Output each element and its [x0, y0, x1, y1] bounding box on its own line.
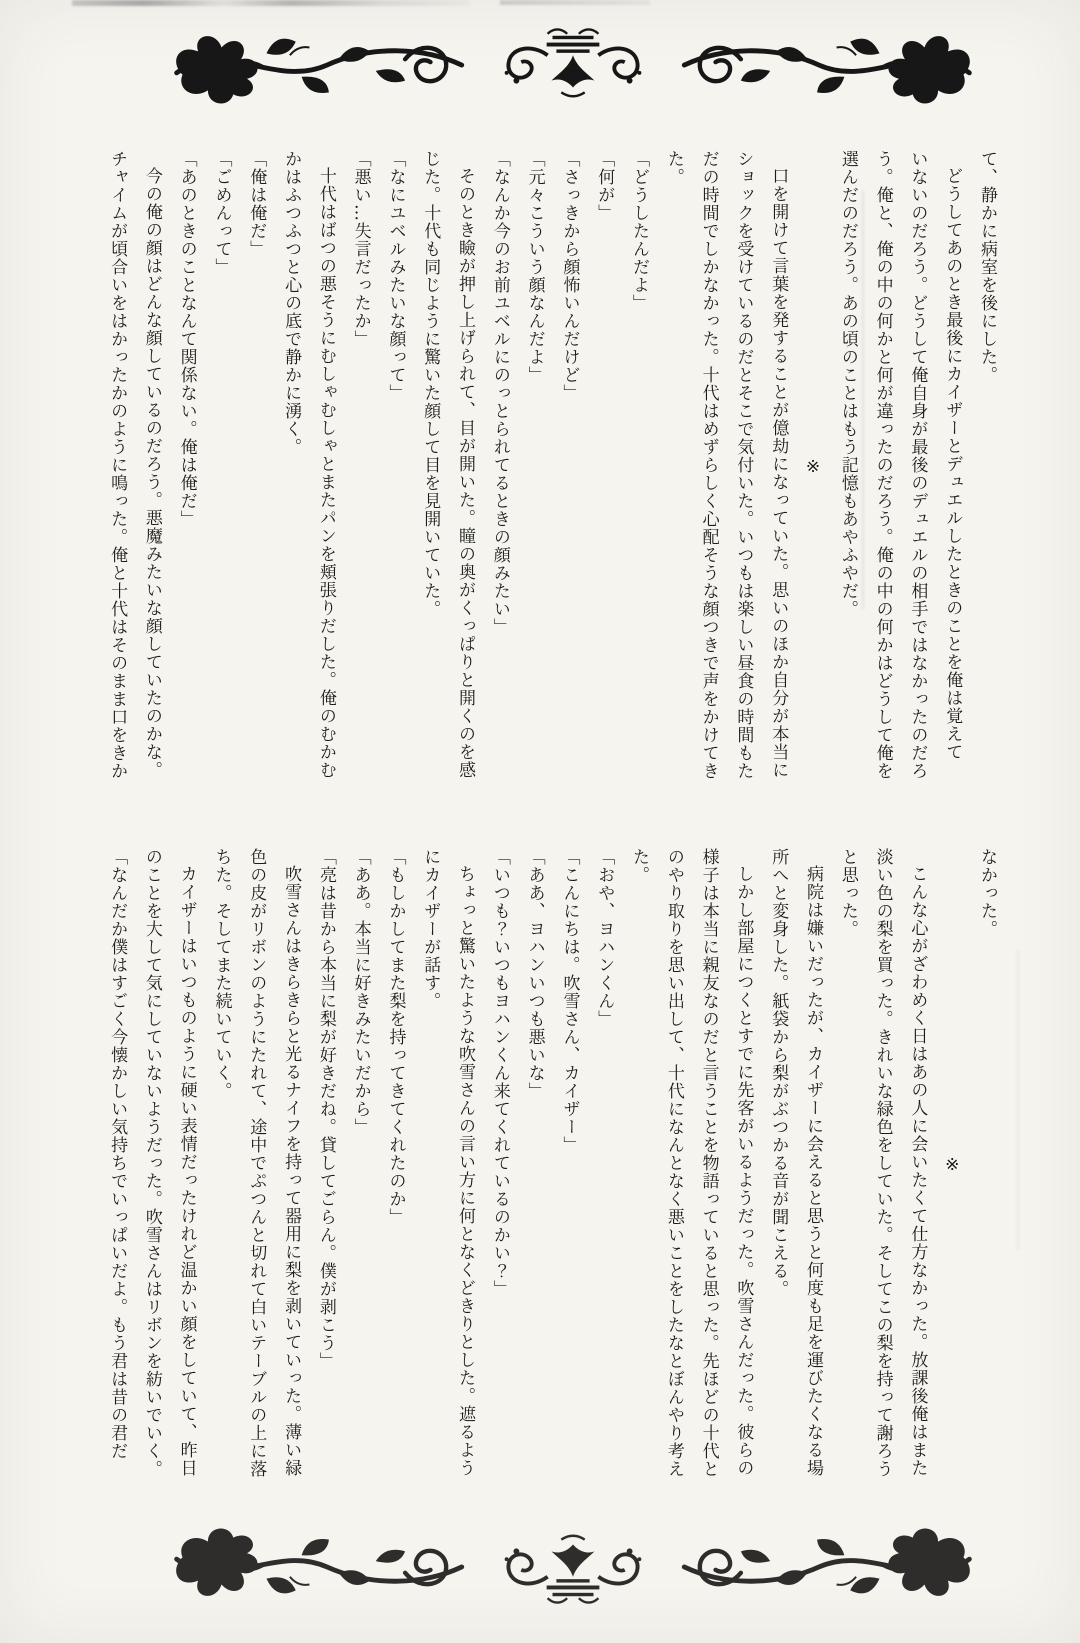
scroll-flourish-left — [176, 36, 462, 103]
text-column: そのとき瞼が押し上げられて、目が開いた。瞳の奥がくっぱりと開くのを感 — [455, 167, 476, 779]
scroll-flourish-left — [176, 1529, 462, 1596]
section-break-marker: ※ — [942, 1154, 963, 1176]
text-column: 今の俺の顔はどんな顔しているのだろう。悪魔みたいな顔していたのかな。 — [141, 167, 162, 779]
text-column: だの時間でしかなかった。十代はめずらしく心配そうな顔つきで声をかけてき — [698, 150, 719, 780]
text-column: 「さっきから顔怖いんだけど」 — [559, 150, 580, 402]
text-column: 「こんにちは。吹雪さん、カイザー」 — [559, 848, 580, 1154]
scroll-flourish-right — [684, 1529, 970, 1596]
text-column: 「ああ、ヨハンいつも悪いな」 — [524, 848, 545, 1100]
text-column: 「なんか今のお前ユベルにのっとられてるときの顔みたい」 — [489, 150, 510, 636]
text-column: 選んだのだろう。あの頃のことはもう記憶もあやふやだ。 — [837, 150, 858, 618]
text-column: チャイムが頃合いをはかったかのように鳴った。俺と十代はそのまま口をきか — [107, 150, 128, 780]
page-bleedthrough-artifact — [1016, 950, 1020, 1250]
text-column: にカイザーが話す。 — [420, 848, 441, 1010]
story-text-top-block — [99, 150, 1004, 790]
story-text-bottom-block — [99, 848, 1004, 1488]
text-column: 「亮は昔から本当に梨が好きだね。貸してごらん。僕が剥こう」 — [315, 848, 336, 1370]
scan-smudge-artifact — [500, 0, 650, 5]
floral-divider-bottom-icon — [168, 1524, 978, 1606]
text-column: う。俺と、俺の中の何かと何が違ったのだろう。俺の中の何かはどうして俺を — [872, 150, 893, 780]
text-column: た。 — [629, 848, 650, 884]
text-column: なかった。 — [977, 848, 997, 938]
text-column: て、静かに病室を後にした。 — [977, 150, 997, 384]
text-column: 吹雪さんはきらきらと光るナイフを持って器用に梨を剥いていった。薄い緑 — [281, 865, 302, 1477]
text-column: 「何が」 — [594, 150, 615, 222]
text-column: 「なにユベルみたいな顔って」 — [385, 150, 406, 402]
text-column: 「悪い…失言だったか」 — [350, 150, 371, 348]
text-column: カイザーはいつものように硬い表情だったけれど温かい顔をしていて、昨日 — [176, 865, 197, 1477]
text-column: 「ああ。本当に好きみたいだから」 — [350, 848, 371, 1136]
text-column: 「どうしたんだよ」 — [629, 150, 650, 312]
text-column: ちょっと驚いたような吹雪さんの言い方に何となくどきりとした。遮るよう — [455, 865, 476, 1477]
text-column: と思った。 — [837, 848, 858, 938]
text-column: しかし部屋につくとすでに先客がいるようだった。吹雪さんだった。彼らの — [733, 865, 754, 1477]
text-column: 「もしかしてまた梨を持ってきてくれたのか」 — [385, 848, 406, 1226]
text-column: た。 — [663, 150, 684, 186]
crown-motif-center — [505, 29, 642, 96]
text-column: 様子は本当に親友なのだと言うことを物語っていると思った。先ほどの十代と — [698, 848, 719, 1478]
text-column: かはふつふつと心の底で静かに湧く。 — [281, 150, 302, 456]
text-column: 「なんだか僕はすごく今懐かしい気持ちでいっぱいだよ。もう君は昔の君だ — [107, 848, 128, 1460]
text-column: ショックを受けているのだとそこで気付いた。いつもは楽しい昼食の時間もた — [733, 150, 754, 780]
crown-motif-center — [505, 1536, 642, 1603]
text-column: 「おや、ヨハンくん」 — [594, 848, 615, 1028]
text-column: じた。十代も同じように驚いた顔して目を見開いていた。 — [420, 150, 441, 618]
section-break-marker: ※ — [803, 456, 824, 478]
scan-smudge-artifact — [72, 0, 470, 6]
text-column: ちた。そしてまた続いていく。 — [211, 848, 232, 1100]
text-column: 「いつも？いつもヨハンくん来てくれているのかい？」 — [489, 848, 510, 1298]
text-column: 「ごめんって」 — [211, 150, 232, 276]
text-column: 「元々こういう顔なんだよ」 — [524, 150, 545, 384]
text-column: 「俺は俺だ」 — [246, 150, 267, 258]
text-column: こんな心がざわめく日はあの人に会いたくて仕方なかった。放課後俺はまた — [907, 865, 928, 1477]
text-column: 淡い色の梨を買った。きれいな緑色をしていた。そしてこの梨を持って謝ろう — [872, 848, 893, 1478]
text-column: 口を開けて言葉を発することが億劫になっていた。思いのほか自分が本当に — [768, 167, 789, 779]
text-column: のことを大して気にしていないようだった。吹雪さんはリボンを紡いでいく。 — [141, 848, 162, 1478]
text-column: いないのだろう。どうして俺自身が最後のデュエルの相手ではなかったのだろ — [907, 150, 928, 780]
floral-divider-top-icon — [168, 26, 978, 108]
text-column: 十代はばつの悪そうにむしゃむしゃとまたパンを頬張りだした。俺のむかむ — [315, 167, 336, 779]
text-column: のやり取りを思い出して、十代になんとなく悪いことをしたなとぼんやり考え — [663, 848, 684, 1478]
text-column: 病院は嫌いだったが、カイザーに会えると思うと何度も足を運びたくなる場 — [803, 865, 824, 1477]
scroll-flourish-right — [684, 36, 970, 103]
text-column: 所へと変身した。紙袋から梨がぶつかる音が聞こえる。 — [768, 848, 789, 1298]
text-column: どうしてあのとき最後にカイザーとデュエルしたときのことを俺は覚えて — [942, 167, 963, 761]
text-column: 「あのときのことなんて関係ない。俺は俺だ」 — [176, 150, 197, 528]
text-column: 色の皮がリボンのようにたれて、途中でぷつんと切れて白いテーブルの上に落 — [246, 848, 267, 1478]
